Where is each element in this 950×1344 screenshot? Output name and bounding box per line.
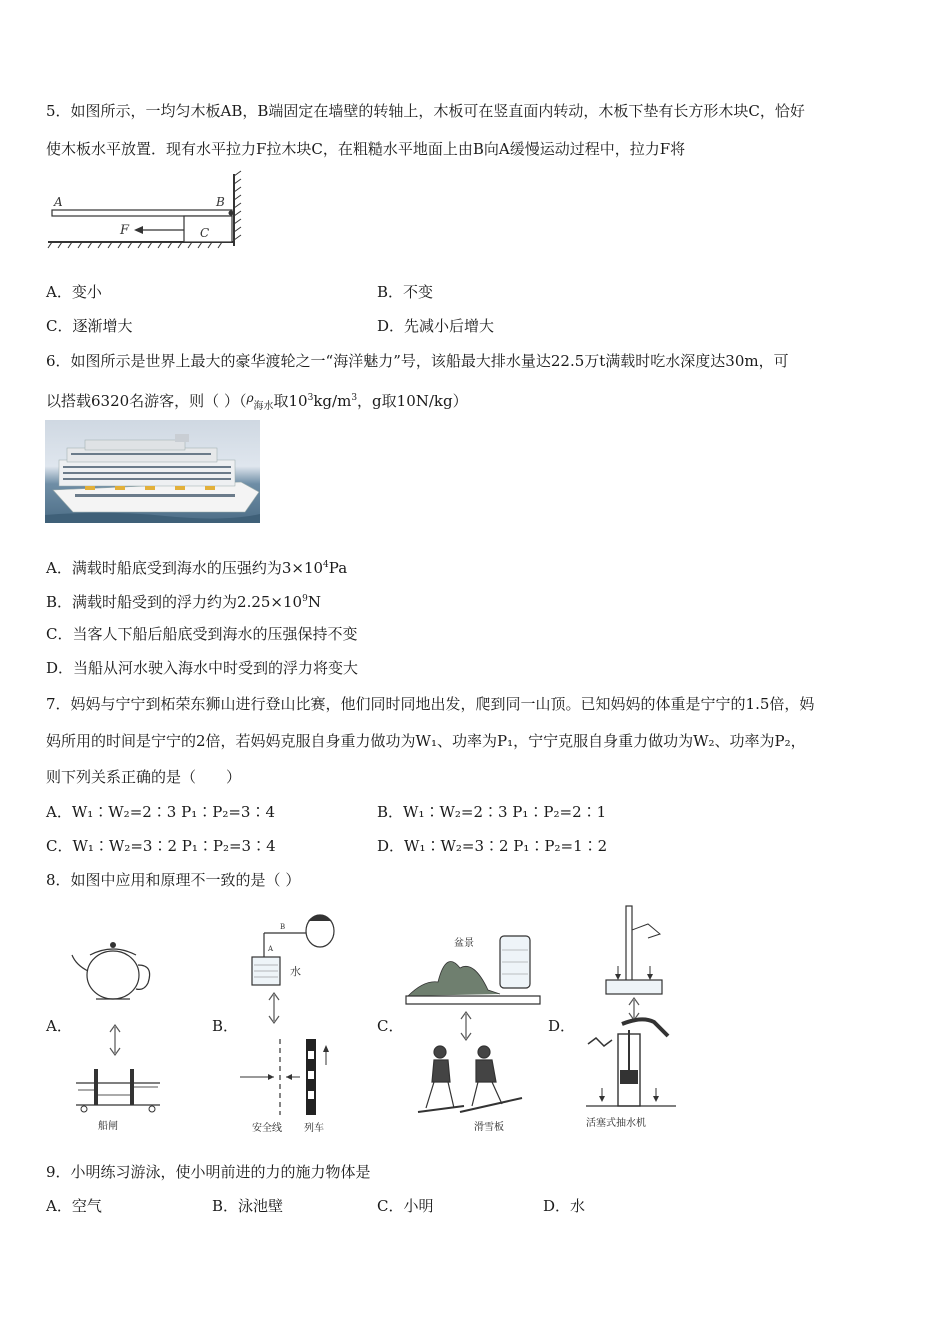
q5-label-b: B	[216, 195, 225, 209]
double-arrow-icon	[629, 998, 639, 1020]
q5-option-c: C．逐渐增大	[46, 317, 133, 335]
q7-option-a: A．W₁∶W₂=2∶3 P₁∶P₂=3∶4	[46, 803, 275, 821]
q9-option-b: B．泳池壁	[212, 1197, 284, 1215]
q6-stem-line2: 以搭载6320名游客，则（ ）（$^\rho_{海水}$取$10^3kg/m^3$，g取10N/kg）	[46, 391, 468, 412]
q9-stem: 9．小明练习游泳，使小明前进的力的施力物体是	[46, 1163, 371, 1181]
q5-label-c: C	[200, 226, 210, 240]
svg-text:A: A	[268, 945, 274, 953]
caption-piston-pump: 活塞式抽水机	[586, 1118, 646, 1129]
q5-option-d: D．先减小后增大	[377, 317, 495, 335]
q8-figure-a	[68, 935, 168, 1135]
caption-train: 列车	[304, 1123, 324, 1134]
q6-option-d: D．当船从河水驶入海水中时受到的浮力将变大	[46, 659, 359, 677]
q8-option-b-letter: B．	[212, 1017, 239, 1035]
q5-label-f: F	[120, 223, 130, 238]
caption-ship-lock: 船闸	[98, 1121, 118, 1132]
q7-stem-line2: 妈所用的时间是宁宁的2倍，若妈妈克服自身重力做功为W₁、功率为P₁，宁宁克服自身重力做功为W₂、功率为P₂，	[46, 732, 806, 750]
double-arrow-icon	[269, 993, 279, 1023]
q9-option-c: C．小明	[377, 1197, 434, 1215]
q6-option-c: C．当客人下船后船底受到海水的压强保持不变	[46, 625, 358, 643]
bonsai-icon	[408, 962, 500, 996]
q5-option-a: A．变小	[46, 283, 102, 301]
q6-option-b: B．满载时船受到的浮力约为$2.25\times 10^9N$	[46, 593, 321, 611]
caption-safety-line: 安全线	[252, 1123, 282, 1134]
q8-figure-b	[234, 905, 354, 1135]
q7-option-c: C．W₁∶W₂=3∶2 P₁∶P₂=3∶4	[46, 837, 276, 855]
q9-option-d: D．水	[543, 1197, 586, 1215]
q7-stem-line1: 7．妈妈与宁宁到柘荣东狮山进行登山比赛，他们同时同地出发，爬到同一山顶。已知妈妈的体重是宁宁的1.5倍，妈	[46, 695, 815, 713]
q8-option-d-letter: D．	[548, 1017, 576, 1035]
q6-option-a: A．满载时船底受到海水的压强约为$3\times 10^4Pa$	[46, 559, 348, 577]
q5-stem-line2: 使木板水平放置．现有水平拉力F拉木块C，在粗糙水平地面上由B向A缓慢运动过程中，拉力F将	[46, 140, 686, 158]
caption-water: 水	[290, 965, 301, 978]
q6-stem-line1: 6．如图所示是世界上最大的豪华渡轮之一“海洋魅力”号，该船最大排水量达22.5万t满载时吃水深度达30m，可	[46, 352, 789, 370]
q8-figure-c	[404, 920, 544, 1135]
skiers-icon	[418, 1046, 522, 1112]
teapot-icon	[87, 951, 139, 999]
q5-label-a: A	[54, 195, 63, 209]
double-arrow-icon	[461, 1012, 471, 1040]
q9-option-a: A．空气	[46, 1197, 102, 1215]
q5-option-b: B．不变	[377, 283, 434, 301]
q7-stem-line3: 则下列关系正确的是（ ）	[46, 768, 242, 786]
q8-option-a-letter: A．	[46, 1017, 72, 1035]
cruise-ship-photo	[45, 420, 260, 523]
q8-stem: 8．如图中应用和原理不一致的是（ ）	[46, 871, 301, 889]
q7-option-d: D．W₁∶W₂=3∶2 P₁∶P₂=1∶2	[377, 837, 608, 855]
q5-lever-figure	[44, 170, 244, 250]
q7-option-b: B．W₁∶W₂=2∶3 P₁∶P₂=2∶1	[377, 803, 607, 821]
q5-stem-line1: 5．如图所示，一均匀木板AB，B端固定在墙壁的转轴上，木板可在竖直面内转动，木板下垫有长方形木块C，恰好	[46, 102, 805, 120]
double-arrow-icon	[110, 1025, 120, 1055]
svg-text:B: B	[280, 923, 286, 931]
q8-figure-d	[584, 900, 684, 1135]
q8-option-c-letter: C．	[377, 1017, 404, 1035]
caption-bonsai: 盆景	[454, 938, 474, 949]
caption-ski: 滑雪板	[474, 1122, 504, 1133]
